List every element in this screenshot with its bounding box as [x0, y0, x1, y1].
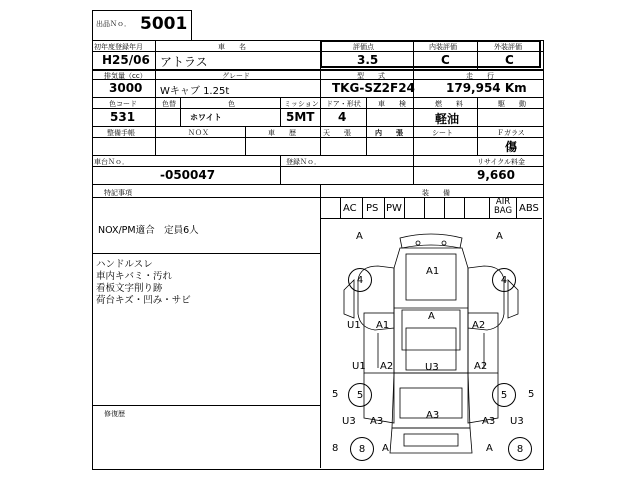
- drive-label: 駆 動: [498, 100, 526, 108]
- col-line: [280, 97, 281, 126]
- year-label: 初年度登録年月: [94, 43, 143, 51]
- mark-u3: U3: [510, 416, 524, 427]
- mark-circle-5: 5: [492, 383, 516, 407]
- mileage-label: 走 行: [466, 72, 494, 80]
- manual-label: 整備手帳: [107, 129, 135, 137]
- col-line: [413, 155, 414, 184]
- mark-circle-8: 8: [508, 437, 532, 461]
- seat-label: シート: [432, 129, 453, 137]
- col-line: [444, 197, 445, 218]
- mark-circle-5: 5: [348, 383, 372, 407]
- equip-airbag: AIR BAG: [493, 197, 513, 216]
- equipment-label: 装 備: [422, 189, 450, 197]
- chassis-label: 車台Ｎｏ．: [94, 158, 129, 166]
- equip-ac: AC: [343, 203, 357, 214]
- chassis-value: -050047: [160, 168, 216, 182]
- col-line: [477, 126, 478, 155]
- col-line: [404, 197, 405, 218]
- row-line: [92, 155, 543, 156]
- col-line: [320, 126, 321, 155]
- note-line: 看板文字削り跡: [96, 283, 163, 294]
- row-line: [92, 253, 320, 254]
- truck-diagram: [320, 218, 542, 468]
- color-value: ホワイト: [190, 113, 222, 122]
- mark-a3: A3: [426, 410, 440, 421]
- mark-u1: U1: [352, 361, 366, 372]
- mark-a3: A3: [482, 416, 496, 427]
- score-value: 3.5: [357, 53, 379, 67]
- mark-a1: A1: [376, 320, 390, 331]
- note-line: ハンドルスレ: [96, 259, 153, 270]
- doors-value: 4: [338, 110, 347, 124]
- type-label: 型 式: [357, 72, 385, 80]
- sunroof-label: 天 張: [323, 129, 351, 137]
- recycle-label: リサイクル料金: [477, 158, 526, 166]
- note-line: NOX/PM適合 定員6人: [98, 225, 199, 236]
- col-line: [280, 155, 281, 184]
- color-code-value: 531: [110, 110, 136, 124]
- color-swap-label: 色替: [162, 100, 176, 108]
- equip-pw: PW: [386, 203, 402, 214]
- history-label: 車 歴: [268, 129, 296, 137]
- model-value: アトラス: [160, 55, 208, 69]
- col-line: [320, 97, 321, 126]
- col-line: [464, 197, 465, 218]
- mark-8: 8: [332, 443, 339, 454]
- mark-a2: A2: [472, 320, 486, 331]
- mark-u1: U1: [347, 320, 361, 331]
- mark-5: 5: [528, 389, 535, 400]
- fglass-value: 傷: [505, 140, 518, 154]
- col-line: [180, 97, 181, 126]
- col-line: [413, 126, 414, 155]
- displacement-value: 3000: [109, 81, 143, 95]
- lot-number: 5001: [140, 14, 188, 34]
- col-line: [362, 197, 363, 218]
- mark-a3: A3: [370, 416, 384, 427]
- col-line: [155, 126, 156, 155]
- row-line: [92, 126, 543, 127]
- mark-a1: A1: [426, 266, 440, 277]
- col-line: [424, 197, 425, 218]
- score-label: 評価点: [353, 43, 374, 51]
- mark-u3: U3: [425, 362, 439, 373]
- col-line: [477, 97, 478, 126]
- col-line: [245, 126, 246, 155]
- mission-label: ミッション: [284, 100, 319, 108]
- mark-circle-4: 4: [492, 268, 516, 292]
- mark-a2: A2: [380, 361, 394, 372]
- doors-label: ドア・形状: [326, 100, 361, 108]
- col-line: [366, 126, 367, 155]
- mark-a: A: [428, 311, 435, 322]
- interior-value: C: [441, 53, 450, 67]
- mark-a: A: [486, 443, 493, 454]
- equip-ps: PS: [366, 203, 379, 214]
- row-line: [92, 197, 543, 198]
- col-line: [384, 197, 385, 218]
- exterior-label: 外装評価: [494, 43, 522, 51]
- col-line: [413, 40, 414, 70]
- mark-a: A: [356, 231, 363, 242]
- interior-label: 内装評価: [429, 43, 457, 51]
- row-line: [92, 184, 543, 185]
- year-value: H25/06: [102, 53, 150, 67]
- interior2-label: 内 張: [375, 129, 403, 137]
- mission-value: 5MT: [286, 110, 315, 124]
- lot-label: 出品Ｎｏ．: [96, 20, 131, 28]
- model-label: 車 名: [218, 43, 246, 51]
- mark-a2: A2: [474, 361, 488, 372]
- mark-u3: U3: [342, 416, 356, 427]
- color-code-label: 色コード: [109, 100, 137, 108]
- col-line: [489, 197, 490, 218]
- fglass-label: Ｆガラス: [497, 129, 525, 137]
- recycle-value: 9,660: [477, 168, 515, 182]
- mark-circle-8: 8: [350, 437, 374, 461]
- inspection-label: 車 検: [378, 100, 406, 108]
- col-line: [516, 197, 517, 218]
- type-value: TKG-SZ2F24: [332, 81, 415, 95]
- note-line: 荷台キズ・凹み・サビ: [96, 295, 191, 306]
- grade-value: Wキャブ 1.25t: [160, 86, 230, 97]
- col-line: [155, 40, 156, 70]
- row-line: [92, 137, 543, 138]
- col-line: [413, 97, 414, 126]
- grade-label: グレード: [222, 72, 250, 80]
- row-line: [92, 405, 320, 406]
- repair-label: 修復歴: [104, 410, 125, 418]
- col-line: [155, 97, 156, 126]
- mark-a: A: [496, 231, 503, 242]
- col-line: [340, 197, 341, 218]
- mark-circle-4: 4: [348, 268, 372, 292]
- fuel-value: 軽油: [435, 112, 460, 126]
- col-line: [320, 40, 321, 97]
- equip-abs: ABS: [519, 203, 539, 214]
- reg-label: 登録Ｎｏ．: [286, 158, 321, 166]
- exterior-value: C: [505, 53, 514, 67]
- mileage-value: 179,954 Km: [446, 81, 527, 95]
- col-line: [155, 69, 156, 97]
- mark-a: A: [382, 443, 389, 454]
- note-line: 車内キバミ・汚れ: [96, 271, 173, 282]
- col-line: [366, 97, 367, 126]
- nox-label: ＮＯＸ: [188, 129, 209, 137]
- mark-5: 5: [332, 389, 339, 400]
- displacement-label: 排気量（cc）: [104, 72, 147, 80]
- color-label: 色: [228, 100, 235, 108]
- remarks-label: 特記事項: [104, 189, 132, 197]
- col-line: [477, 40, 478, 70]
- row-line: [92, 97, 543, 98]
- fuel-label: 燃 料: [435, 100, 463, 108]
